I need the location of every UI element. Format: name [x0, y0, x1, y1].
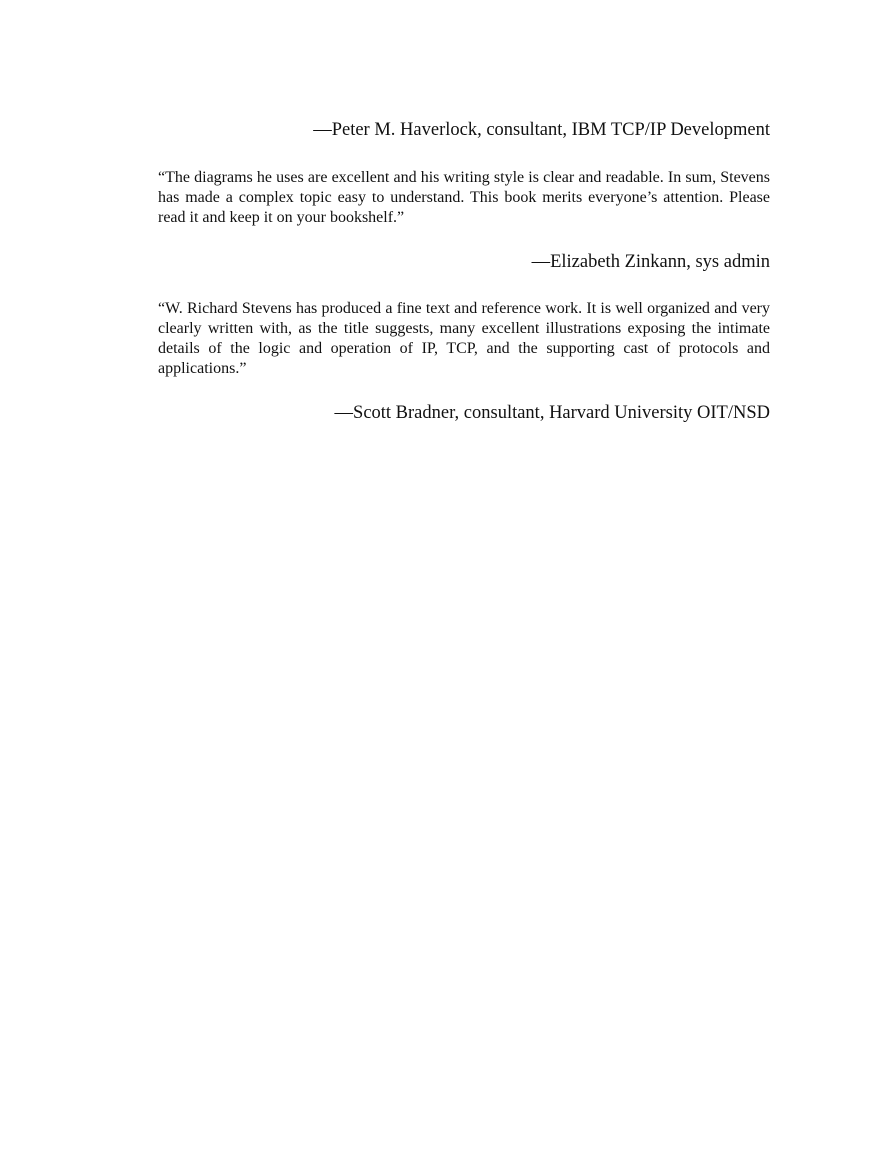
attribution-scott-bradner: —Scott Bradner, consultant, Harvard University OIT/NSD	[334, 403, 770, 423]
quote-elizabeth-zinkann: “The diagrams he uses are excellent and his writing style is clear and readable. In sum, Stevens has made a complex topic easy to understand. This book merits everyone’s attention. Please read it and keep it on your bookshelf.”	[158, 169, 770, 226]
attribution-elizabeth-zinkann: —Elizabeth Zinkann, sys admin	[531, 252, 770, 272]
quote-scott-bradner: “W. Richard Stevens has produced a fine text and reference work. It is well organized and very clearly written with, as the title suggests, many excellent illustrations exposing the intimate details of the logic and operation of IP, TCP, and the supporting cast of protocols and applications.”	[158, 300, 770, 377]
attribution-peter-haverlock: —Peter M. Haverlock, consultant, IBM TCP/IP Development	[313, 120, 770, 140]
